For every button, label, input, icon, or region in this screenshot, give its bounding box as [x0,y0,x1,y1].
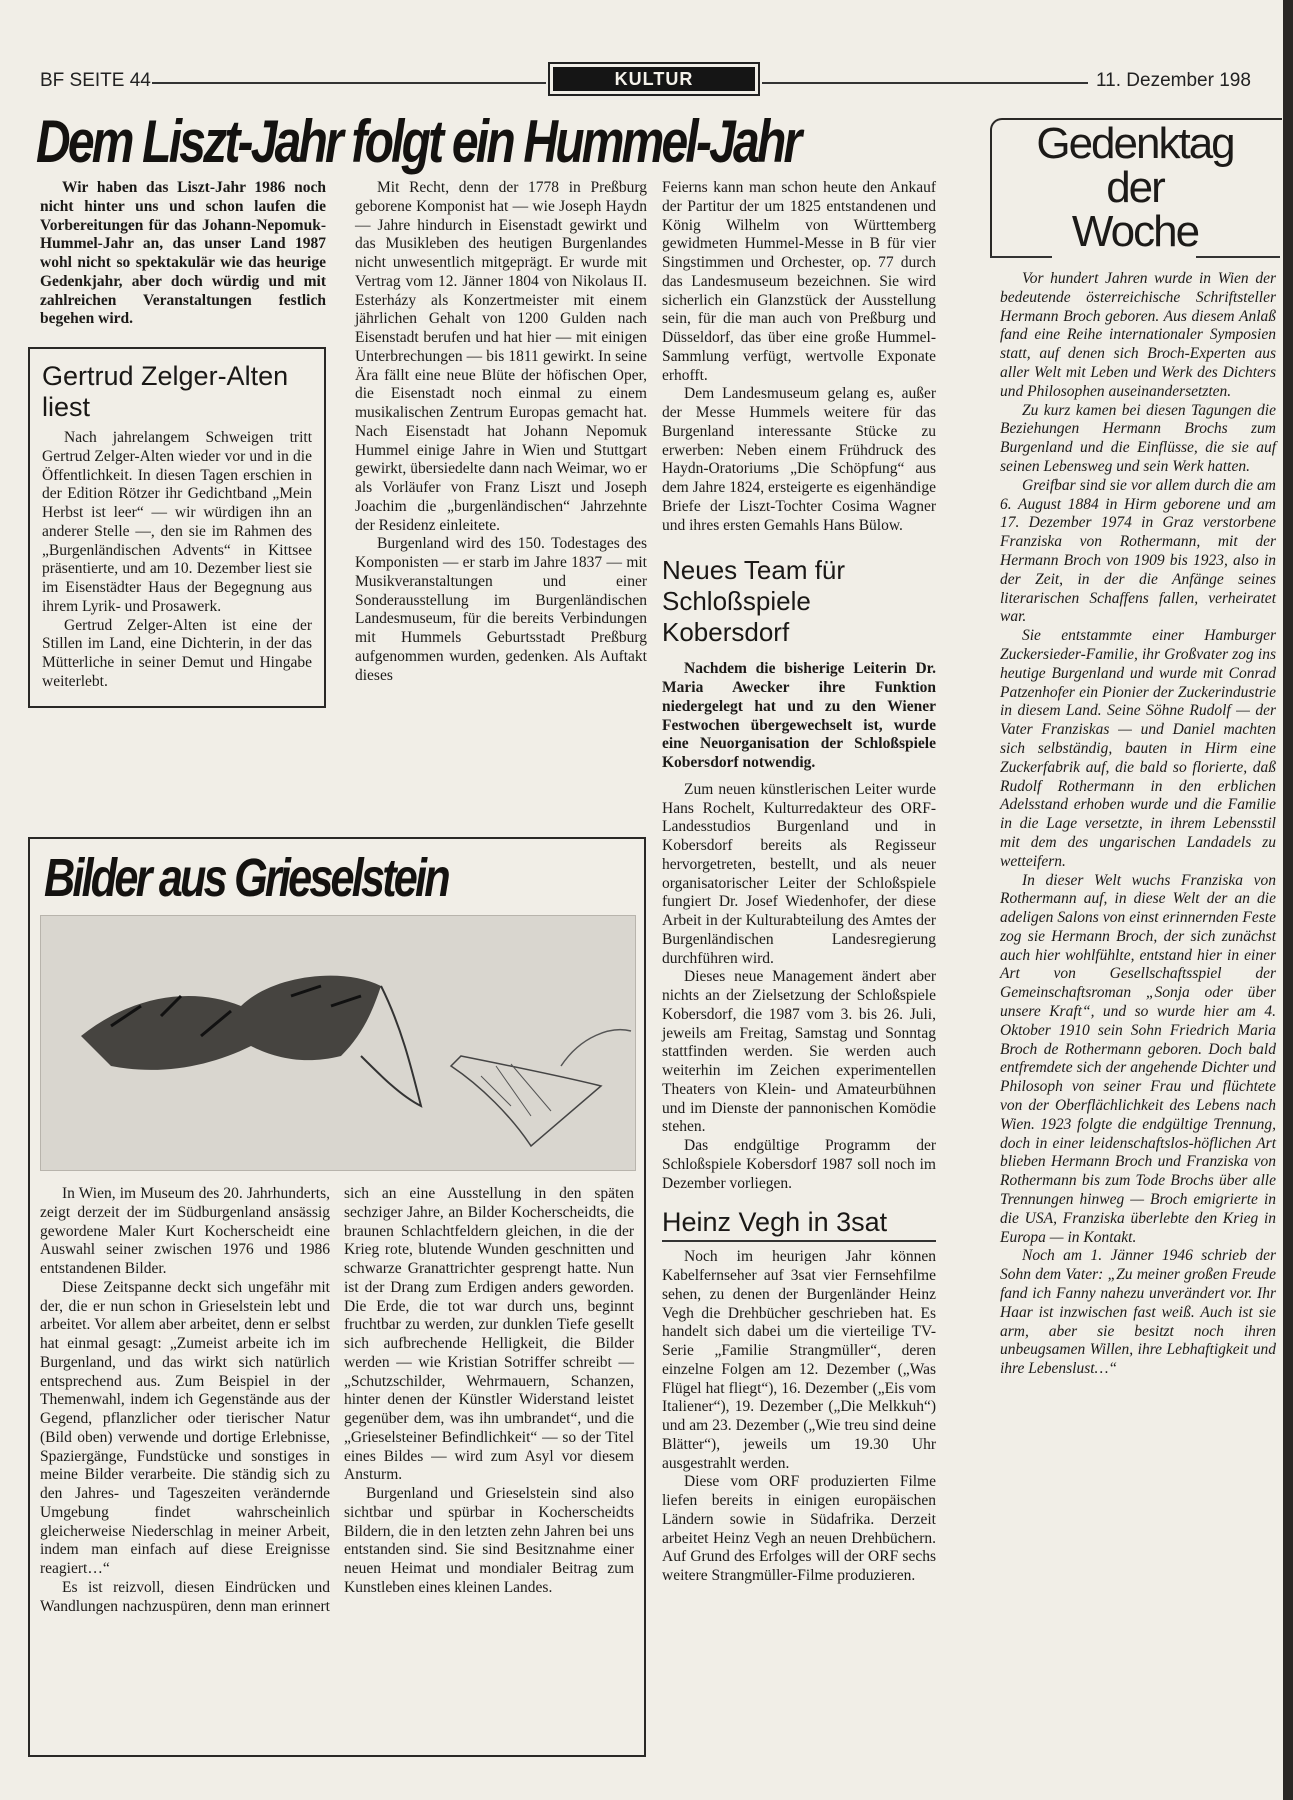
zelger-title: Gertrud Zelger-Alten liest [42,361,289,422]
paragraph: Nach jahrelangem Schweigen tritt Gertrud Zelger-Alten wieder vor und in die Öffentlichkeit. In diesen Tagen erschien in der Edition Rötzer ihr Gedichtband „Mein Herbst ist leer“ — wir würdigen ihn an anderer Stelle —, den sie im Rahmen des „Burgenländischen Advents“ in Kittsee präsentierte, und am 10. Dezember liest sie im Eisenstädter Haus der Begegnung aus ihrem Lyrik- und Prosawerk. [42,429,312,615]
gedenktag-title [990,119,1280,256]
kobersdorf-title: Neues Team für Schloßspiele Kobersdorf [662,555,846,648]
paragraph: Zum neuen künstlerischen Leiter wurde Hans Rochelt, Kulturredakteur des ORF-Landesstudios Burgenland und in Kobersdorf bereits als Regisseur hervorgetreten, bestellt, und als neuer organisatorischer Leiter der Schloßspiele fungiert Dr. Josef Wiedenhofer, der diese Arbeit in der Kulturabteilung des Amtes der Burgenländischen Landesregierung durchführen wird. [662,780,936,967]
paragraph: In Wien, im Museum des 20. Jahrhunderts, zeigt derzeit der im Südburgenland ansässig gewordene Maler Kurt Kocherscheidt eine Auswahl seiner zwischen 1976 und 1986 entstandenen Bilder. [40,1185,330,1277]
main-article-lead [40,179,326,329]
paragraph: Sie entstammte einer Hamburger Zuckersieder-Familie, ihr Großvater zog ins heutige Burgenland und wurde mit Conrad Patzenhofer ein Pionier der Zuckerindustrie in diesem Land. Seine Söhne Rudolf — der Vater Franziskas — und Daniel machten sich selbständig, bauten in Hirm eine Zuckerfabrik auf, die bald so florierte, daß Rudolf Rothermann in den erblichen Adelsstand erhoben wurde und die Familie in die Lage versetzte, in ihrem Lebensstil mit dem des ungarischen Landadels zu wetteifern. [1000,627,1276,870]
paragraph: Mit Recht, denn der 1778 in Preßburg geborene Komponist hat — wie Joseph Haydn — Jahre hindurch in Eisenstadt gewirkt und das Musikleben des heutigen Burgenlandes nicht unwesentlich mitgeprägt. Er wurde mit Vertrag vom 12. Jänner 1804 von Nikolaus II. Esterházy als Konzertmeister mit einem jährlichen Gehalt von 1200 Gulden nach Eisenstadt berufen und hat hier — mit einigen Unterbrechungen — bis 1811 gewirkt. In seine Ära fällt eine neue Blüte der höfischen Oper, die Eisenstadt noch einmal zu einem musikalischen Zentrum Europas gemacht hat. Nach Eisenstadt hat Johann Nepomuk Hummel einige Jahre in Wien und Stuttgart gewirkt, übersiedelte dann nach Weimar, wo er als Vorläufer von Franz Liszt und Joseph Joachim die „burgenländischen“ Jahrzehnte der Residenz einleitete. [355,179,647,534]
main-headline: Dem Liszt-Jahr folgt ein Hummel-Jahr [36,108,800,175]
lead-paragraph: Wir haben das Liszt-Jahr 1986 noch nicht hinter uns und schon laufen die Vorbereitungen für das Johann-Nepomuk-Hummel-Jahr an, das unser Land 1987 wohl nicht so spektakulär wie das heurige Gedenkjahr, aber doch würdig und mit zahlreichen Veranstaltungen festlich begehen wird. [40,179,326,328]
main-article-col2 [355,179,647,685]
section-label-text: KULTUR [553,67,755,91]
header-rule-left [152,82,546,84]
paragraph: Burgenland wird des 150. Todestages des Komponisten — er starb im Jahre 1837 — mit Musikveranstaltungen und einer Sonderausstellung im Burgenländischen Landesmuseum, für die bereits Verbindungen mit Hummels Geburtsstadt Preßburg aufgenommen wurden, gedenken. Als Auftakt dieses [355,535,647,684]
gedenktag-rule-left [990,256,1052,258]
paragraph: Zu kurz kamen bei diesen Tagungen die Beziehungen Hermann Brochs zum Burgenland und die Einflüsse, die sie auf seinen Lebensweg und sein Werk hatten. [1000,401,1276,475]
gedenktag-title-line: der [1106,163,1164,212]
zelger-body [42,429,312,692]
grieselstein-box [28,837,646,1757]
paragraph: Noch im heurigen Jahr können Kabelfernseher auf 3sat vier Fernsehfilme sehen, zu denen der Burgenländer Heinz Vegh die Drehbücher geschrieben hat. Es handelt sich dabei um die vierteilige TV-Serie „Familie Strangmüller“, deren einzelne Folgen am 12. Dezember („Was Flügel hat fliegt“), 16. Dezember („Eis vom Italiener“), 19. Dezember („Die Melkkuh“) und am 23. Dezember („Wie treu sind deine Blätter“), jeweils um 19.30 Uhr ausgestrahlt werden. [662,1248,936,1472]
gedenktag-title-line: Gedenktag [1036,119,1234,168]
paragraph: Greifbar sind sie vor allem durch die am 6. August 1884 in Hirm geborene und am 17. Dezember 1974 in Graz verstorbene Franziska von Rothermann, mit der Hermann Broch von 1909 bis 1923, also in der Zeit, in der die Anfänge seines literarischen Schaffens fallen, verheiratet war. [1000,476,1276,626]
paragraph: Nachdem die bisherige Leiterin Dr. Maria Awecker ihre Funktion niedergelegt hat und zu den Wiener Festwochen übergewechselt ist, wurde eine Neuorganisation der Schloßspiele Kobersdorf notwendig. [662,660,936,771]
artwork-image [40,915,636,1171]
paragraph: In dieser Welt wuchs Franziska von Rothermann auf, in diese Welt der an die adeligen Salons von einst erinnernden Feste zog sie Hermann Broch, der sich zunächst auch hier wohlfühlte, entstand hier in einer Art von Gesellschaftsspiel der Gemeinschaftsroman „Sonja oder über unsere Kraft“, und so wurde hier am 4. Oktober 1910 sein Sohn Friedrich Maria Broch de Rothermann geboren. Doch bald entfremdete sich der angehende Dichter und Philosoph von seiner Frau und flüchtete von der Oberflächlichkeit des Lebens nach Wien. 1923 folgte die endgültige Trennung, doch in einer leidenschaftslos-höflichen Art blieben Hermann Broch und Franziska von Rothermann bis zum Tode Brochs über alle Trennungen hinweg — Broch emigrierte in die USA, Franziska überlebte den Krieg in Europa — in Kontakt. [1000,871,1276,1246]
artwork-sketch [41,916,635,1170]
paragraph: Es ist reizvoll, diesen Eindrücken und Wandlungen nachzuspüren, denn man erinnert sich an eine Ausstellung in den späten sechziger Jahre, an Bilder Kocherscheidts, die braunen Schlachtfeldern gleichen, in die der Krieg rote, blutende Wunden geschnitten und schwarze Granattrichter gesprengt hatte. Nun ist der Drang zum Erdigen anders geworden. Die Erde, die tot war durch uns, beginnt fruchtbar zu werden, zur dunklen Tiefe gesellt sich aufbrechende Helligkeit, die Bilder werden — wie Kristian Sotriffer schreibt — „Schutzschilder, Wehrmauern, Schanzen, hinter denen der Künstler Widerstand leistet gegenüber dem, was ihn umbrandet“, und die „Grieselsteiner Befindlichkeit“ — so der Titel eines Bildes — wird zum Asyl vor diesem Ansturm. [40,1185,634,1615]
vegh-body [662,1248,936,1586]
header-rule-right [762,82,1088,84]
kobersdorf-body [662,781,936,1194]
paragraph: Feierns kann man schon heute den Ankauf der Partitur der um 1825 entstandenen und König Wilhelm von Württemberg gewidmeten Hummel-Messe in B für vier Singstimmen und Orchester, op. 77 durch das Landesmuseum bezeichnen. Sie wird sicherlich ein Glanzstück der Ausstellung sein, für die man auch von Preßburg und Düsseldorf, das über eine große Hummel-Sammlung verfügt, wertvolle Exponate erhofft. [662,179,936,384]
paragraph: Noch am 1. Jänner 1946 schrieb der Sohn dem Vater: „Zu meiner großen Freude fand ich Fanny nahezu unverändert vor. Ihr Haar ist inzwischen fast weiß. Auch ist sie arm, aber sie besitzt noch ihren unbeugsamen Willen, ihre Lebhaftigkeit und ihre Lebenslust…“ [1000,1247,1276,1378]
vegh-title-rule [662,1240,936,1242]
page-binding-edge [1283,0,1293,1800]
kobersdorf-lead [662,660,936,773]
main-article-col3 [662,179,936,535]
gedenktag-body [1000,270,1276,1379]
paragraph: Gertrud Zelger-Alten ist eine der Stillen im Land, eine Dichterin, in der das Mütterliche in seiner Demut und Hingabe weiterlebt. [42,616,312,690]
paragraph: Burgenland und Grieselstein sind also sichtbar und spürbar in Kocherscheidts Bildern, die in den letzten zehn Jahren bei uns entstanden sind. Sie sind Besitznahme einer neuen Heimat und mondialer Beitrag zum Kunstleben eines kleinen Landes. [344,1485,634,1596]
paragraph: Dieses neue Management ändert aber nichts an der Zielsetzung der Schloßspiele Kobersdorf, die 1987 vom 3. bis 26. Juli, jeweils am Freitag, Samstag und Sonntag stattfinden werden. Sie werden auch weiterhin im Zeichen experimentellen Theaters von Klein- und Amateurbühnen und im Dienste der pannonischen Komödie stehen. [662,968,936,1136]
paragraph: Dem Landesmuseum gelang es, außer der Messe Hummels weitere für das Burgenland interessante Stücke zu erwerben: Neben einem Frühdruck des Haydn-Oratoriums „Die Schöpfung“ aus dem Jahre 1824, ersteigerte es eigenhändige Briefe der Liszt-Tochter Cosima Wagner und ihres ersten Gemahls Hans Bülow. [662,385,936,534]
gedenktag-rule-right [1196,256,1280,258]
paragraph: Das endgültige Programm der Schloßspiele Kobersdorf 1987 soll noch im Dezember vorliegen. [662,1137,936,1192]
section-label [548,62,760,96]
page-label: BF SEITE 44 [40,70,151,91]
paragraph: Diese vom ORF produzierten Filme liefen bereits in einigen europäischen Ländern sowie in Südafrika. Derzeit arbeitet Heinz Vegh an neuen Drehbüchern. Auf Grund des Erfolges will der ORF sechs weitere Strangmüller-Filme produzieren. [662,1473,936,1584]
column-1 [28,179,326,708]
zelger-box [28,347,326,708]
issue-date: 11. Dezember 198 [1096,70,1251,91]
grieselstein-title: Bilder aus Grieselstein [44,848,448,908]
grieselstein-body [40,1185,634,1616]
gedenktag-title-line: Woche [1071,207,1199,256]
paragraph: Vor hundert Jahren wurde in Wien der bedeutende österreichische Schriftsteller Hermann Broch geboren. Aus diesem Anlaß fand eine Reihe internationaler Symposien statt, auf denen sich Broch-Experten aus aller Welt mit Leben und Werk des Dichters und Philosophen auseinandersetzten. [1000,270,1276,400]
column-3 [662,179,936,1586]
vegh-title: Heinz Vegh in 3sat [662,1207,888,1238]
paragraph: Diese Zeitspanne deckt sich ungefähr mit der, die er nun schon in Grieselstein lebt und arbeitet. Vor allem aber arbeitet, denn er selbst hat einmal gesagt: „Zumeist arbeite ich im Burgenland, und das wirkt sich natürlich entsprechend aus. Zum Beispiel in der Themenwahl, indem ich Gegenstände aus der Gegend, pflanzlicher oder tierischer Natur (Bild oben) verwende und dortige Erlebnisse, Spaziergänge, Fundstücke und sonstiges in meine Bilder verarbeite. Die ständig sich zu den Jahres- und Tageszeiten verändernde Umgebung findet wahrscheinlich gleicherweise Niederschlag in meiner Arbeit, indem man einfach auf diese Ereignisse reagiert…“ [40,1278,330,1577]
